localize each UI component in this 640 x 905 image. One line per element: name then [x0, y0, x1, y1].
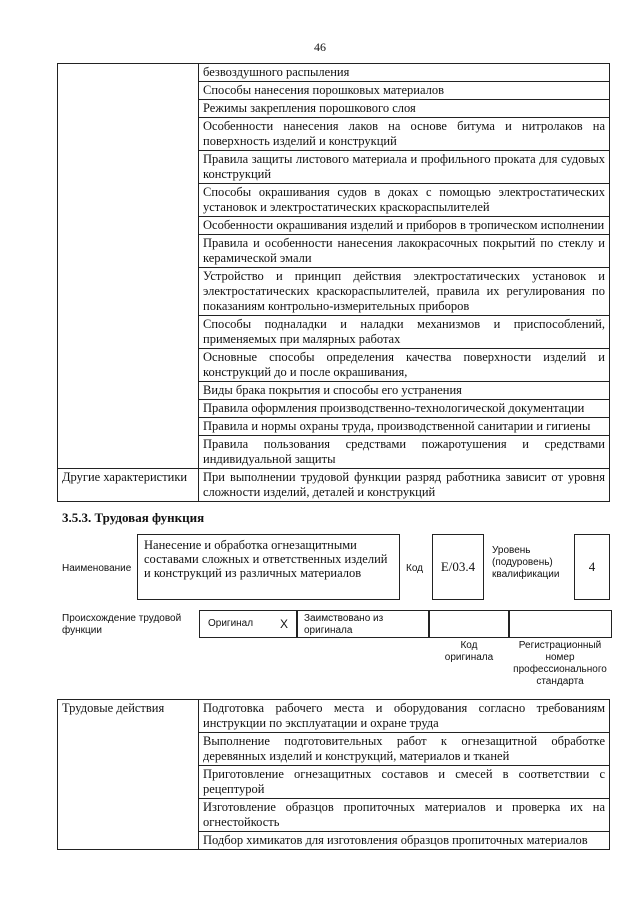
level-label: Уровень (подуровень) квалификации [492, 545, 560, 580]
knowledge-item: безвоздушного распыления [199, 64, 610, 82]
knowledge-item: Правила и особенности нанесения лакокрасочных покрытий по стеклу и керамической эмали [199, 235, 610, 268]
section-heading: 3.5.3. Трудовая функция [62, 510, 205, 525]
left-cell-empty [58, 64, 199, 469]
origin-borrowed-cell: Заимствовано из оригинала [297, 610, 429, 638]
qualification-level-box: 4 [574, 534, 610, 600]
knowledge-item: Особенности нанесения лаков на основе битума и нитролаков на поверхность изделий и конструкций [199, 118, 610, 151]
origin-reg-cell [509, 610, 612, 638]
knowledge-item: Правила и нормы охраны труда, производственной санитарии и гигиены [199, 418, 610, 436]
origin-original-label: Оригинал [208, 618, 254, 629]
actions-label: Трудовые действия [58, 700, 199, 850]
origin-original-cell [199, 610, 297, 638]
name-label: Наименование [62, 563, 132, 574]
caption-code: Код оригинала [444, 640, 494, 663]
knowledge-item: Правила оформления производственно-технологической документации [199, 400, 610, 418]
table-row [58, 64, 610, 82]
code-label: Код [406, 563, 424, 574]
table-row [58, 700, 610, 733]
function-name-box: Нанесение и обработка огнезащитными составами сложных и ответственных изделий и конструкций из различных материалов [137, 534, 400, 600]
function-code-box: E/03.4 [432, 534, 484, 600]
action-item: Изготовление образцов пропиточных материалов и проверка их на огнестойкость [199, 799, 610, 832]
other-characteristics-label: Другие характеристики [58, 469, 199, 502]
origin-mark: X [279, 617, 288, 631]
knowledge-item: Особенности окрашивания изделий и приборов в тропическом исполнении [199, 217, 610, 235]
knowledge-item: Способы окрашивания судов в доках с помощью электростатических установок и электростатических краскораспылителей [199, 184, 610, 217]
knowledge-item: Способы нанесения порошковых материалов [199, 82, 610, 100]
knowledge-item: Режимы закрепления порошкового слоя [199, 100, 610, 118]
origin-row [199, 610, 612, 638]
page-number: 46 [314, 40, 326, 54]
origin-label: Происхождение трудовой функции [62, 613, 182, 636]
knowledge-item: Виды брака покрытия и способы его устранения [199, 382, 610, 400]
actions-table [57, 699, 610, 850]
knowledge-item: Способы подналадки и наладки механизмов и приспособлений, применяемых при малярных работах [199, 316, 610, 349]
table-row [58, 469, 610, 502]
knowledge-item: Правила защиты листового материала и профильного проката для судовых конструкций [199, 151, 610, 184]
action-item: Выполнение подготовительных работ к огнезащитной обработке деревянных изделий и конструкций, материалов и тканей [199, 733, 610, 766]
knowledge-item: Правила пользования средствами пожаротушения и средствами индивидуальной защиты [199, 436, 610, 469]
caption-reg: Регистрационный номер профессионального стандарта [513, 640, 607, 687]
origin-code-cell [429, 610, 509, 638]
action-item: Подготовка рабочего места и оборудования согласно требованиям инструкции по эксплуатации и охране труда [199, 700, 610, 733]
knowledge-table [57, 63, 610, 502]
action-item: Подбор химикатов для изготовления образцов пропиточных материалов [199, 832, 610, 850]
knowledge-item: Устройство и принцип действия электростатических установок и электростатических краскораспылителей, правила их регулирования по показаниям контрольно-измерительных приборов [199, 268, 610, 316]
other-characteristics-text: При выполнении трудовой функции разряд работника зависит от уровня сложности изделий, деталей и конструкций [199, 469, 610, 502]
action-item: Приготовление огнезащитных составов и смесей в соответствии с рецептурой [199, 766, 610, 799]
knowledge-item: Основные способы определения качества поверхности изделий и конструкций до и после окрашивания, [199, 349, 610, 382]
